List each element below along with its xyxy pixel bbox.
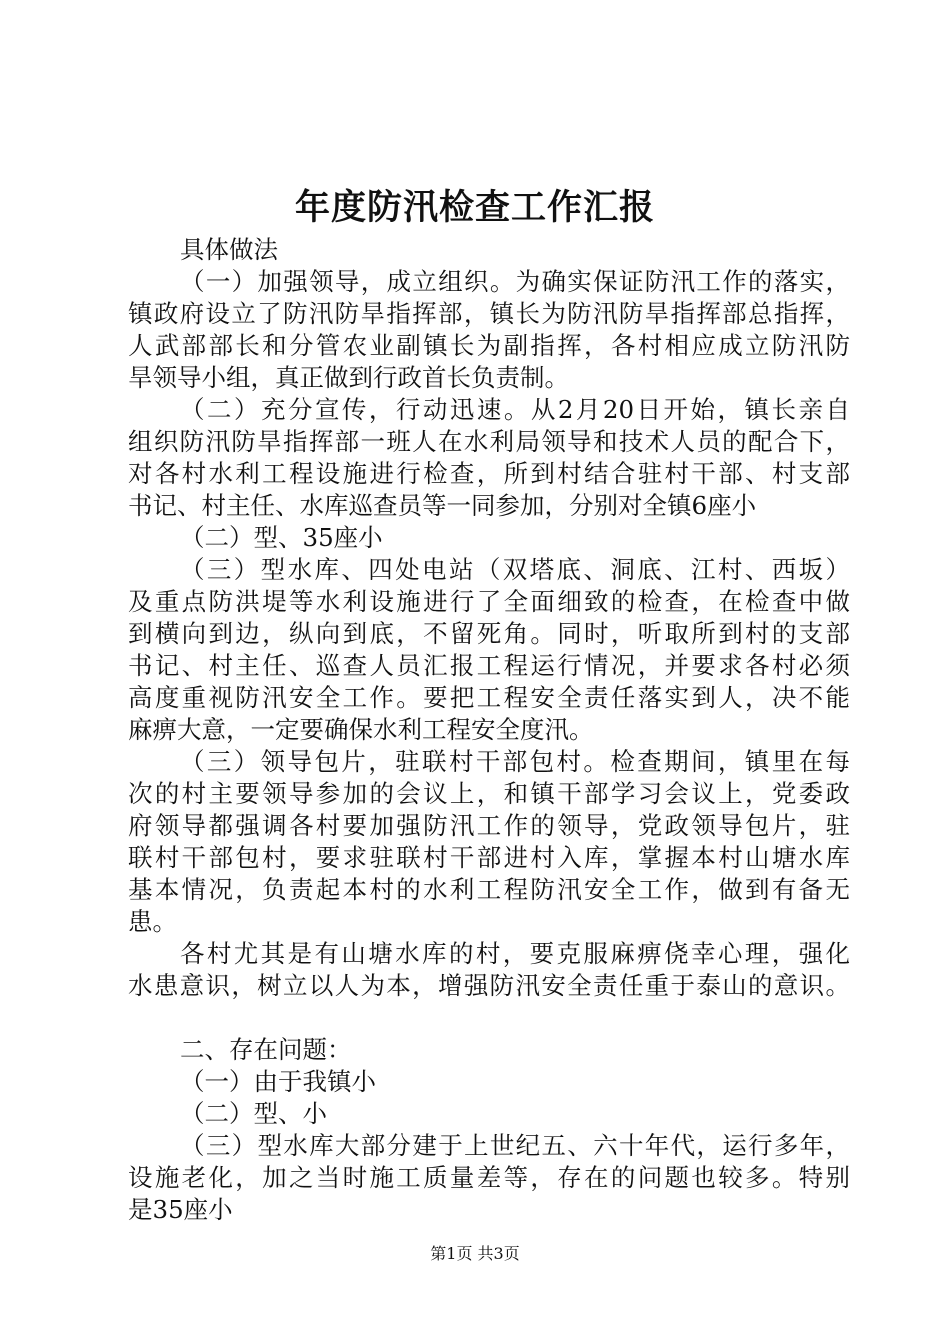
text-line: 次的村主要领导参加的会议上，和镇干部学习会议上，党委政	[128, 779, 850, 808]
text-line: 书记、村主任、巡查人员汇报工程运行情况，并要求各村必须	[128, 651, 850, 680]
section-heading: 二、存在问题：	[180, 1035, 352, 1064]
text-line: 基本情况，负责起本村的水利工程防汛安全工作，做到有备无	[128, 875, 850, 904]
text-line: （三）型水库大部分建于上世纪五、六十年代，运行多年，	[180, 1131, 850, 1160]
text-line: 人武部部长和分管农业副镇长为副指挥，各村相应成立防汛防	[128, 331, 850, 360]
document-title: 年度防汛检查工作汇报	[294, 187, 655, 228]
text-line: 设施老化，加之当时施工质量差等，存在的问题也较多。特别	[128, 1163, 850, 1192]
text-line: 组织防汛防旱指挥部一班人在水利局领导和技术人员的配合下，	[128, 427, 850, 456]
section-heading: 具体做法	[180, 235, 278, 264]
text-line: 及重点防洪堤等水利设施进行了全面细致的检查，在检查中做	[128, 587, 850, 616]
text-line: 高度重视防汛安全工作。要把工程安全责任落实到人，决不能	[128, 683, 850, 712]
text-line: 联村干部包村，要求驻联村干部进村入库，掌握本村山塘水库	[128, 843, 850, 872]
text-line: （二）充分宣传，行动迅速。从2月20日开始，镇长亲自	[180, 395, 850, 424]
text-line: 水患意识，树立以人为本，增强防汛安全责任重于泰山的意识。	[128, 971, 850, 1000]
text-line: 镇政府设立了防汛防旱指挥部，镇长为防汛防旱指挥部总指挥，	[128, 299, 850, 328]
text-line: （三）型水库、四处电站（双塔底、洞底、江村、西坂）	[180, 555, 850, 584]
text-line: （三）领导包片，驻联村干部包村。检查期间，镇里在每	[180, 747, 850, 776]
page-footer: 第1页 共3页	[430, 1244, 520, 1263]
text-line: 书记、村主任、水库巡查员等一同参加，分别对全镇6座小	[128, 491, 757, 520]
text-line: 旱领导小组，真正做到行政首长负责制。	[128, 363, 569, 392]
text-line: （二）型、35座小	[180, 523, 383, 552]
text-line: 患。	[128, 907, 177, 936]
text-line: 麻痹大意，一定要确保水利工程安全度汛。	[128, 715, 594, 744]
text-line: 是35座小	[128, 1195, 233, 1224]
text-line: （二）型、小	[180, 1099, 327, 1128]
text-line: 到横向到边，纵向到底，不留死角。同时，听取所到村的支部	[128, 619, 850, 648]
text-line: （一）由于我镇小	[180, 1067, 376, 1096]
text-line: （一）加强领导，成立组织。为确实保证防汛工作的落实，	[180, 267, 850, 296]
text-line: 府领导都强调各村要加强防汛工作的领导，党政领导包片，驻	[128, 811, 850, 840]
text-line: 各村尤其是有山塘水库的村，要克服麻痹侥幸心理，强化	[180, 939, 850, 968]
text-line: 对各村水利工程设施进行检查，所到村结合驻村干部、村支部	[128, 459, 850, 488]
